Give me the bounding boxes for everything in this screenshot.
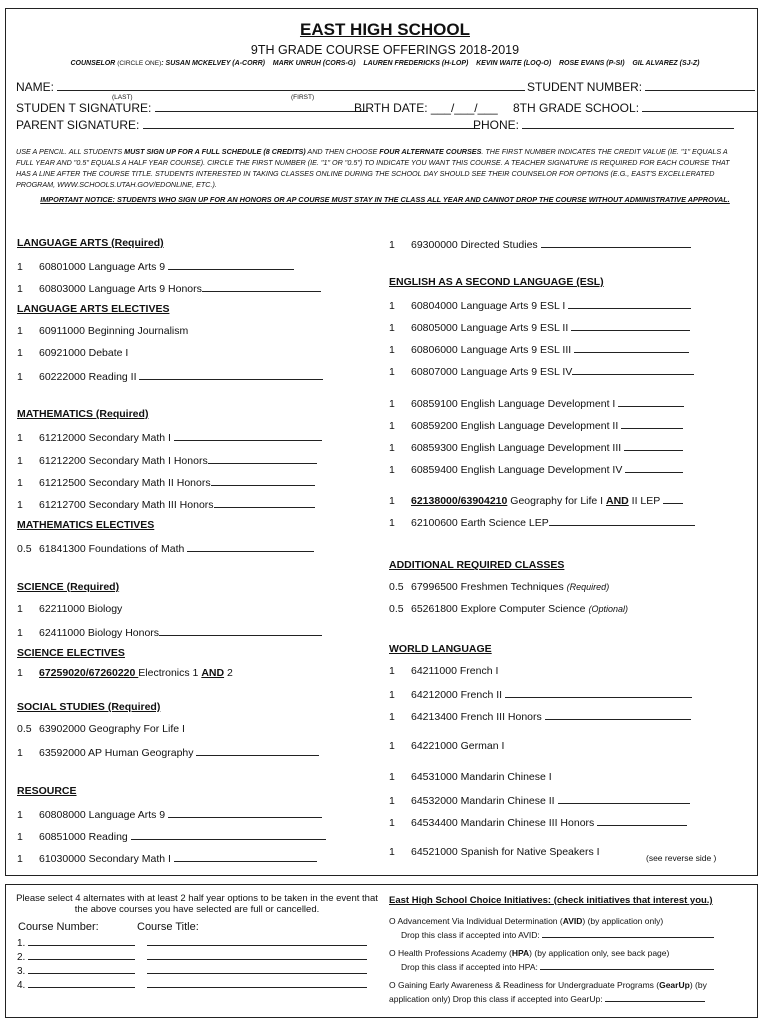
course-title: 60851000 Reading xyxy=(39,831,128,843)
social-studies-required-heading: SOCIAL STUDIES (Required) xyxy=(17,701,161,713)
course-title: 60806000 Language Arts 9 ESL III xyxy=(411,344,572,356)
credit-value[interactable]: 1 xyxy=(389,795,395,807)
course-title: 67996500 Freshmen Techniques xyxy=(411,581,567,593)
hpa-option[interactable] xyxy=(389,947,669,959)
course-title: 60807000 Language Arts 9 ESL IV xyxy=(411,366,573,378)
course-title-line[interactable] xyxy=(147,936,367,946)
course-row[interactable] xyxy=(389,771,552,783)
instructions-emphasis: MUST SIGN UP FOR A FULL SCHEDULE (8 CREDITS) xyxy=(124,147,306,156)
course-row[interactable] xyxy=(17,259,294,273)
course-title: 60859100 English Language Development I xyxy=(411,398,616,410)
course-title: 62411000 Biology Honors xyxy=(39,627,160,639)
student-number-label: STUDENT NUMBER: xyxy=(527,80,643,94)
counselor-label: COUNSELOR xyxy=(70,60,116,67)
credit-value[interactable]: 1 xyxy=(389,420,395,432)
course-title-line[interactable] xyxy=(147,950,367,960)
course-title: 65261800 Explore Computer Science xyxy=(411,603,589,615)
course-row[interactable] xyxy=(17,625,322,639)
hpa-drop-line[interactable] xyxy=(540,960,714,970)
instructions-part: . THE FIRST NUMBER INDICATES THE CREDIT VALUE (IE. "1" EQUALS A FULL YEAR AND "0.5" EQUALS A HALF YEAR COURSE). CIRCLE THE FIRST NUMBER (IE. "1" OR "0.5") TO INDICATE YOU WANT THIS COURSE. A TEACHER SIGNATURE IS REQUIRED FOR EACH COURSE THAT HAS A LINE AFTER THE COURSE TITLE. STUDENTS INTERESTED IN TAKING CLASSES ONLINE DURING THE SCHOOL DAY SHOULD SEE THEIR COUNSELOR FOR OPTIONS (E.G., EAST'S EXCELLERATED PROGRAM, WWW.SCHOOLS.UTAH.GOV/EDONLINE, ETC.). xyxy=(16,147,730,189)
credit-value[interactable]: 0.5 xyxy=(17,543,32,555)
course-number-heading: Course Number: xyxy=(18,921,99,933)
course-row[interactable] xyxy=(389,815,687,829)
credit-value[interactable]: 1 xyxy=(389,665,395,677)
signature-line[interactable] xyxy=(571,320,690,331)
alternate-row-1[interactable] xyxy=(17,936,367,949)
course-row[interactable] xyxy=(389,846,600,858)
parent-signature-line[interactable] xyxy=(143,118,480,129)
signature-line[interactable] xyxy=(541,237,691,248)
parent-signature-label: PARENT SIGNATURE: xyxy=(16,118,140,132)
see-reverse-note: (see reverse side ) xyxy=(646,853,717,863)
course-row[interactable] xyxy=(389,665,498,677)
course-row[interactable] xyxy=(17,369,323,383)
credit-value[interactable]: 0.5 xyxy=(17,723,32,735)
signature-line[interactable] xyxy=(159,625,322,636)
credit-value[interactable]: 1 xyxy=(389,817,395,829)
course-title: 60803000 Language Arts 9 Honors xyxy=(39,283,202,295)
signature-line[interactable] xyxy=(558,793,690,804)
alternate-row-2[interactable] xyxy=(17,950,367,963)
parent-signature-field[interactable] xyxy=(16,118,480,132)
esl-heading: ENGLISH AS A SECOND LANGUAGE (ESL) xyxy=(389,276,604,288)
course-title: 64521000 Spanish for Native Speakers I xyxy=(411,846,600,858)
signature-line[interactable] xyxy=(174,851,317,862)
phone-label: PHONE: xyxy=(473,118,520,132)
course-title: 64221000 German I xyxy=(411,740,505,752)
course-title: 2 xyxy=(224,667,233,679)
course-row[interactable] xyxy=(17,851,317,865)
gearup-acronym: GearUp xyxy=(659,980,690,990)
signature-line[interactable] xyxy=(196,745,319,756)
signature-line[interactable] xyxy=(505,687,692,698)
credit-value[interactable]: 1 xyxy=(17,432,23,444)
course-title: 60804000 Language Arts 9 ESL I xyxy=(411,300,566,312)
credit-value[interactable]: 1 xyxy=(389,322,395,334)
counselor-circle-note: (CIRCLE ONE) xyxy=(117,60,162,67)
phone-line[interactable] xyxy=(522,118,734,129)
course-title: 60801000 Language Arts 9 xyxy=(39,261,166,273)
signature-line[interactable] xyxy=(139,369,323,380)
avid-option-text: O Advancement Via Individual Determination ( xyxy=(389,916,563,926)
course-row[interactable] xyxy=(389,298,691,312)
course-title: 61841300 Foundations of Math xyxy=(39,543,185,555)
course-number-line[interactable] xyxy=(28,950,135,960)
course-title: 60859200 English Language Development II xyxy=(411,420,619,432)
course-title: Electronics 1 xyxy=(138,667,202,679)
signature-line[interactable] xyxy=(621,418,683,429)
course-title: 63902000 Geography For Life I xyxy=(39,723,185,735)
credit-value[interactable]: 0.5 xyxy=(389,581,404,593)
signature-line[interactable] xyxy=(625,462,683,473)
course-title: 61030000 Secondary Math I xyxy=(39,853,171,865)
avid-drop-line[interactable] xyxy=(542,928,714,938)
credit-value[interactable]: 1 xyxy=(17,499,23,511)
birth-date-field[interactable] xyxy=(354,101,498,115)
alternate-number: 2. xyxy=(17,952,26,963)
course-row[interactable] xyxy=(389,237,691,251)
course-row[interactable] xyxy=(389,364,694,378)
course-title-line[interactable] xyxy=(147,964,367,974)
alternate-number: 1. xyxy=(17,938,26,949)
signature-line[interactable] xyxy=(202,281,321,292)
birth-date-slots[interactable]: ___/___/___ xyxy=(430,101,498,115)
course-row[interactable] xyxy=(17,475,315,489)
mathematics-required-heading: MATHEMATICS (Required) xyxy=(17,408,149,420)
important-notice: IMPORTANT NOTICE: STUDENTS WHO SIGN UP FOR AN HONORS OR AP COURSE MUST STAY IN THE CLASS ALL YEAR AND CANNOT DROP THE COURSE WITHOUT ADMINISTRATIVE APPROVAL. xyxy=(40,195,730,204)
name-field[interactable] xyxy=(16,80,525,94)
credit-value[interactable]: 1 xyxy=(17,853,23,865)
signature-line[interactable] xyxy=(568,298,691,309)
student-signature-field[interactable] xyxy=(16,101,368,115)
course-title: 64213400 French III Honors xyxy=(411,711,542,723)
credit-value[interactable]: 1 xyxy=(17,603,23,615)
credit-value[interactable]: 1 xyxy=(17,325,23,337)
science-required-heading: SCIENCE (Required) xyxy=(17,581,120,593)
credit-value[interactable]: 1 xyxy=(17,831,23,843)
course-row[interactable] xyxy=(389,342,689,356)
course-row[interactable] xyxy=(389,603,628,615)
credit-value[interactable]: 1 xyxy=(389,517,395,529)
course-row[interactable] xyxy=(17,667,233,679)
credit-value[interactable]: 1 xyxy=(389,846,395,858)
course-row[interactable] xyxy=(17,430,322,444)
course-code: 67259020/67260220 xyxy=(39,667,139,679)
credit-value[interactable]: 1 xyxy=(17,371,23,383)
course-row[interactable] xyxy=(389,418,683,432)
credit-value[interactable]: 1 xyxy=(389,464,395,476)
student-signature-line[interactable] xyxy=(155,101,368,112)
signature-line[interactable] xyxy=(174,430,322,441)
alternate-number: 4. xyxy=(17,980,26,991)
credit-value[interactable]: 1 xyxy=(17,747,23,759)
credit-value[interactable]: 1 xyxy=(17,477,23,489)
hpa-option-text: O Health Professions Academy ( xyxy=(389,948,512,958)
form-subtitle: 9TH GRADE COURSE OFFERINGS 2018-2019 xyxy=(250,43,520,57)
counselor-list: COUNSELOR (CIRCLE ONE): SUSAN MCKELVEY (A-CORR) MARK UNRUH (CORS-G) LAUREN FREDERICKS (H-LOP) KEVIN WAITE (LOQ-O) ROSE EVANS (P-SI) GIL ALVAREZ (SJ-Z) xyxy=(70,60,700,67)
hpa-drop-label: Drop this class if accepted into HPA: xyxy=(401,962,538,972)
course-row[interactable] xyxy=(17,325,188,337)
course-title: 60911000 Beginning Journalism xyxy=(39,325,189,337)
course-title: 60859300 English Language Development III xyxy=(411,442,622,454)
credit-value[interactable]: 1 xyxy=(17,283,23,295)
course-number-line[interactable] xyxy=(28,936,135,946)
gearup-option[interactable] xyxy=(389,979,707,991)
course-row[interactable] xyxy=(389,462,683,476)
course-title: 64534400 Mandarin Chinese III Honors xyxy=(411,817,595,829)
name-label: NAME: xyxy=(16,80,55,94)
course-row[interactable] xyxy=(389,515,695,529)
course-row[interactable] xyxy=(17,541,314,555)
course-title: 64212000 French II xyxy=(411,689,503,701)
credit-value[interactable]: 1 xyxy=(17,809,23,821)
credit-value[interactable]: 1 xyxy=(389,711,395,723)
signature-line[interactable] xyxy=(549,515,695,526)
instructions-part: AND THEN CHOOSE xyxy=(305,147,380,156)
name-line[interactable] xyxy=(57,80,525,91)
birth-date-label: BIRTH DATE: xyxy=(354,101,428,115)
eighth-school-label: 8TH GRADE SCHOOL: xyxy=(513,101,640,115)
alternate-row-3[interactable] xyxy=(17,964,367,977)
credit-value[interactable]: 1 xyxy=(389,442,395,454)
credit-value[interactable]: 1 xyxy=(17,627,23,639)
hpa-option-text: ) (by application only, see back page) xyxy=(529,948,670,958)
course-row[interactable] xyxy=(17,603,122,615)
course-title: 60921000 Debate I xyxy=(39,347,129,359)
course-row[interactable] xyxy=(17,453,317,467)
avid-acronym: AVID xyxy=(562,916,583,926)
optional-note: (Optional) xyxy=(588,604,628,614)
instructions-emphasis: FOUR ALTERNATE COURSES xyxy=(379,147,482,156)
student-signature-label: STUDEN T SIGNATURE: xyxy=(16,101,152,115)
gearup-drop-label: application only) Drop this class if accepted into GearUp: xyxy=(389,994,603,1004)
alternate-number: 3. xyxy=(17,966,26,977)
credit-value[interactable]: 1 xyxy=(17,455,23,467)
credit-value[interactable]: 1 xyxy=(389,689,395,701)
course-row[interactable] xyxy=(389,396,684,410)
additional-required-heading: ADDITIONAL REQUIRED CLASSES xyxy=(389,559,565,571)
credit-value[interactable]: 1 xyxy=(389,366,395,378)
student-number-field[interactable] xyxy=(527,80,755,94)
course-title: 62100600 Earth Science LEP xyxy=(411,517,549,529)
credit-value[interactable]: 1 xyxy=(389,239,395,251)
signature-line[interactable] xyxy=(208,453,317,464)
course-title: 64531000 Mandarin Chinese I xyxy=(411,771,552,783)
credit-value[interactable]: 1 xyxy=(17,261,23,273)
course-row[interactable] xyxy=(389,687,692,701)
course-row[interactable] xyxy=(17,723,185,735)
instructions-paragraph xyxy=(16,146,746,190)
gearup-option-text: ) (by xyxy=(689,980,707,990)
signature-line[interactable] xyxy=(572,364,694,375)
course-title: 64532000 Mandarin Chinese II xyxy=(411,795,555,807)
credit-value[interactable]: 0.5 xyxy=(389,603,404,615)
course-row[interactable] xyxy=(17,281,321,295)
hpa-acronym: HPA xyxy=(511,948,530,958)
course-row[interactable] xyxy=(389,793,690,807)
signature-line[interactable] xyxy=(131,829,326,840)
signature-line[interactable] xyxy=(168,807,322,818)
course-row[interactable] xyxy=(17,347,128,359)
credit-value[interactable]: 1 xyxy=(389,300,395,312)
eighth-school-line[interactable] xyxy=(642,101,758,112)
signature-line[interactable] xyxy=(168,259,294,270)
world-language-heading: WORLD LANGUAGE xyxy=(389,643,492,655)
language-arts-electives-heading: LANGUAGE ARTS ELECTIVES xyxy=(17,303,170,315)
avid-option-text: ) (by application only) xyxy=(582,916,664,926)
signature-line[interactable] xyxy=(618,396,684,407)
resource-heading: RESOURCE xyxy=(17,785,77,797)
course-title: 62211000 Biology xyxy=(39,603,123,615)
and-emphasis: AND xyxy=(201,667,225,679)
credit-value[interactable]: 1 xyxy=(389,398,395,410)
course-row[interactable] xyxy=(389,440,683,454)
science-electives-heading: SCIENCE ELECTIVES xyxy=(17,647,125,659)
choice-initiatives-heading: East High School Choice Initiatives: (check initiatives that interest you.) xyxy=(389,895,713,906)
school-title: EAST HIGH SCHOOL xyxy=(299,20,470,39)
course-row[interactable] xyxy=(389,581,609,593)
course-title: II LEP xyxy=(628,495,661,507)
course-title: 64211000 French I xyxy=(411,665,499,677)
course-row[interactable] xyxy=(389,493,683,507)
course-row[interactable] xyxy=(389,709,691,723)
course-title: 60808000 Language Arts 9 xyxy=(39,809,166,821)
credit-value[interactable]: 1 xyxy=(389,344,395,356)
course-code: 62138000/63904210 xyxy=(411,495,508,507)
course-title: 61212700 Secondary Math III Honors xyxy=(39,499,214,511)
instructions-part: USE A PENCIL. ALL STUDENTS xyxy=(16,147,125,156)
signature-line[interactable] xyxy=(545,709,691,720)
course-title: 63592000 AP Human Geography xyxy=(39,747,194,759)
course-title: Geography for Life I xyxy=(507,495,606,507)
signature-line[interactable] xyxy=(187,541,314,552)
course-row[interactable] xyxy=(17,745,319,759)
credit-value[interactable]: 1 xyxy=(17,667,23,679)
avid-drop-label: Drop this class if accepted into AVID: xyxy=(401,930,540,940)
course-row[interactable] xyxy=(389,320,690,334)
course-title: 61212000 Secondary Math I xyxy=(39,432,171,444)
alternates-instructions: Please select 4 alternates with at least 2 half year options to be taken in the event that the above courses you have selected are full or cancelled. xyxy=(16,893,378,915)
course-title-heading: Course Title: xyxy=(137,921,199,933)
student-number-line[interactable] xyxy=(645,80,755,91)
and-emphasis: AND xyxy=(606,495,629,507)
gearup-drop-field[interactable] xyxy=(389,992,705,1005)
credit-value[interactable]: 1 xyxy=(389,495,395,507)
first-name-sublabel: (FIRST) xyxy=(291,94,315,101)
avid-drop-field[interactable] xyxy=(401,928,714,941)
course-title-line[interactable] xyxy=(147,978,367,988)
gearup-option-text: O Gaining Early Awareness & Readiness for Undergraduate Programs ( xyxy=(389,980,660,990)
course-number-line[interactable] xyxy=(28,978,135,988)
course-title: 61212500 Secondary Math II Honors xyxy=(39,477,211,489)
signature-line[interactable] xyxy=(574,342,689,353)
course-row[interactable] xyxy=(17,807,322,821)
credit-value[interactable]: 1 xyxy=(17,347,23,359)
course-title: 61212200 Secondary Math I Honors xyxy=(39,455,208,467)
signature-line[interactable] xyxy=(597,815,687,826)
course-title: 69300000 Directed Studies xyxy=(411,239,538,251)
course-number-line[interactable] xyxy=(28,964,135,974)
eighth-school-field[interactable] xyxy=(513,101,758,115)
signature-line[interactable] xyxy=(663,493,683,504)
signature-line[interactable] xyxy=(624,440,683,451)
signature-line[interactable] xyxy=(211,475,315,486)
language-arts-required-heading: LANGUAGE ARTS (Required) xyxy=(17,237,164,249)
course-row[interactable] xyxy=(389,740,504,752)
counselor-names: SUSAN MCKELVEY (A-CORR) MARK UNRUH (CORS-G) LAUREN FREDERICKS (H-LOP) KEVIN WAITE (LOQ-O) ROSE EVANS (P-SI) GIL ALVAREZ (SJ-Z) xyxy=(165,60,700,67)
phone-field[interactable] xyxy=(473,118,734,132)
credit-value[interactable]: 1 xyxy=(389,771,395,783)
course-title: 60859400 English Language Development IV xyxy=(411,464,623,476)
hpa-drop-field[interactable] xyxy=(401,960,714,973)
course-row[interactable] xyxy=(17,829,326,843)
course-title: 60222000 Reading II xyxy=(39,371,137,383)
course-row[interactable] xyxy=(17,497,315,511)
credit-value[interactable]: 1 xyxy=(389,740,395,752)
avid-option[interactable] xyxy=(389,915,663,927)
required-note: (Required) xyxy=(566,582,610,592)
mathematics-electives-heading: MATHEMATICS ELECTIVES xyxy=(17,519,155,531)
last-name-sublabel: (LAST) xyxy=(112,94,133,101)
gearup-drop-line[interactable] xyxy=(605,992,705,1002)
signature-line[interactable] xyxy=(214,497,315,508)
course-title: 60805000 Language Arts 9 ESL II xyxy=(411,322,569,334)
alternate-row-4[interactable] xyxy=(17,978,367,991)
